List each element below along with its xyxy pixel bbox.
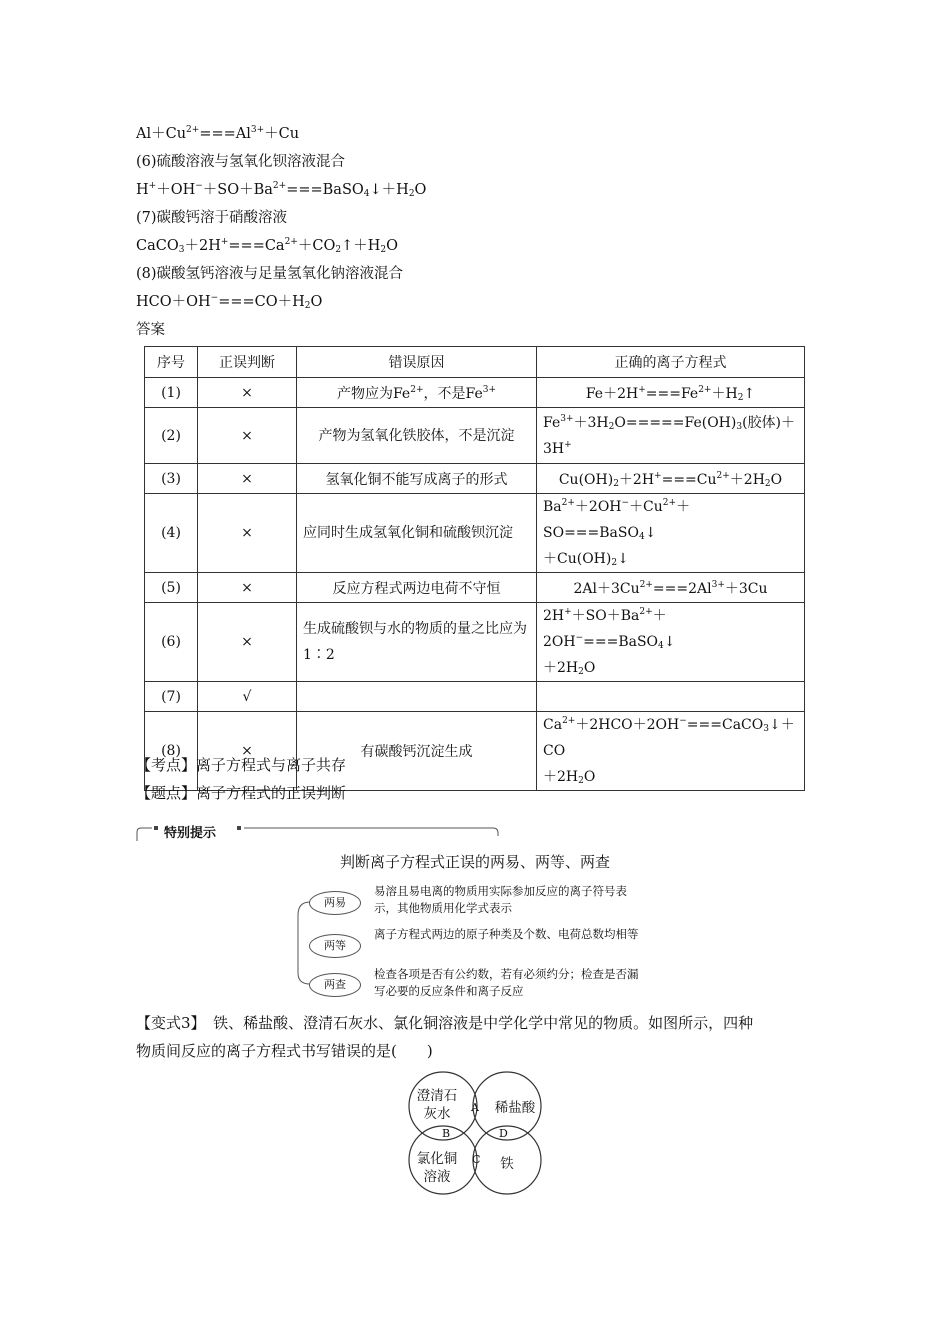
row-no: (1) [145,378,198,408]
equation-line-7: $CaCO_3+2H^+===Ca^{2+}+CO_2↑+H_2O$ [136,237,398,255]
row-equation: $Cu(OH)_2+2H^+===Cu^{2+}+2H_2O$ [537,464,805,494]
venn-mark-c: C [472,1153,481,1166]
tip-label-two-check: 两查 [309,973,361,997]
row-reason: 产物为氢氧化铁胶体，不是沉淀 [297,408,537,464]
header-equation: 正确的离子方程式 [537,347,805,378]
row-equation [537,682,805,712]
row-no: (2) [145,408,198,464]
item-7-title: (7)碳酸钙溶于硝酸溶液 [136,210,288,226]
item-6-title: (6)硫酸溶液与氢氧化钡溶液混合 [136,154,346,170]
table-row [145,573,805,603]
row-judge: × [198,464,297,494]
venn-mark-d: D [499,1127,508,1140]
row-judge: × [198,573,297,603]
table-row [145,603,805,682]
row-judge: × [198,712,297,791]
row-no: (5) [145,573,198,603]
row-equation: $Ba^{2+}+2OH^-+Cu^{2+}+SO===BaSO_4↓$ $+Cu(OH)_2↓$ [537,494,805,573]
tip-label-two-easy: 两易 [309,891,361,915]
table-row [145,494,805,573]
row-no: (3) [145,464,198,494]
tip-text-two-check: 检查各项是否有公约数，若有必须约分；检查是否漏写必要的反应条件和离子反应 [374,967,639,998]
question-text-1: 铁、稀盐酸、澄清石灰水、氯化铜溶液是中学化学中常见的物质。如图所示，四种 [213,1014,754,1032]
row-no: (8) [145,712,198,791]
row-no: (7) [145,682,198,712]
venn-mark-a: A [471,1101,479,1114]
item-8-title: (8)碳酸氢钙溶液与足量氢氧化钠溶液混合 [136,266,404,282]
table-header-row [145,347,805,378]
venn-label-iron: 铁 [500,1156,514,1172]
tidian-note: 【题点】离子方程式的正误判断 [136,784,347,802]
answer-label: 答案 [136,322,165,338]
row-judge: × [198,603,297,682]
row-equation: $Fe+2H^+===Fe^{2+}+H_2↑$ [537,378,805,408]
row-equation: $2H^++SO+Ba^{2+}+2OH^-===BaSO_4↓$ $+2H_2O$ [537,603,805,682]
question-line-2: 物质间反应的离子方程式书写错误的是( ) [136,1042,433,1060]
row-reason: 应同时生成氢氧化铜和硫酸钡沉淀 [297,494,537,573]
kaodian-note: 【考点】离子方程式与离子共存 [136,756,347,774]
tip-text-two-easy: 易溶且易电离的物质用实际参加反应的离子符号表示，其他物质用化学式表示 [374,884,627,915]
tip-subtitle: 判断离子方程式正误的两易、两等、两查 [339,853,610,871]
header-judge: 正误判断 [198,347,297,378]
row-judge: × [198,408,297,464]
table-row [145,408,805,464]
row-equation: $Ca^{2+}+2HCO+2OH^-===CaCO_3↓+CO$ $+2H_2O$ [537,712,805,791]
row-reason: 有碳酸钙沉淀生成 [297,712,537,791]
header-no: 序号 [145,347,198,378]
row-reason: 生成硫酸钡与水的物质的量之比应为1∶2 [297,603,537,682]
equation-line-5: $Al+Cu^{2+}===Al^{3+}+Cu$ [136,125,300,142]
row-judge: × [198,378,297,408]
tip-title: 特别提示 [164,826,217,841]
row-reason: 反应方程式两边电荷不守恒 [297,573,537,603]
venn-label-cucl2: 氯化铜溶液 [416,1151,458,1185]
venn-label-limewater: 澄清石灰水 [416,1088,458,1122]
row-equation: $2Al+3Cu^{2+}===2Al^{3+}+3Cu$ [537,573,805,603]
equation-line-6: $H^++OH^-+SO+Ba^{2+}===BaSO_4↓+H_2O$ [136,181,427,199]
venn-mark-b: B [442,1127,451,1140]
row-reason: 产物应为$Fe^{2+}$，不是$Fe^{3+}$ [297,378,537,408]
row-reason: 氢氧化铜不能写成离子的形式 [297,464,537,494]
row-judge: √ [198,682,297,712]
venn-label-acid: 稀盐酸 [494,1100,536,1116]
question-line-1 [136,1012,753,1033]
row-judge: × [198,494,297,573]
answer-table [144,346,805,791]
table-row [145,464,805,494]
row-equation: $Fe^{3+}+3H_2O=====Fe(OH)_3$(胶体)＋ 3H+ [537,408,805,464]
equation-line-8: $HCO+OH^-===CO+H_2O$ [136,293,323,311]
tip-text-two-equal: 离子方程式两边的原子种类及个数、电荷总数均相等 [374,927,639,941]
row-reason [297,682,537,712]
question-tag: 【变式3】 [136,1014,199,1032]
table-row [145,378,805,408]
row-no: (4) [145,494,198,573]
tip-label-two-equal: 两等 [309,934,361,958]
table-row [145,682,805,712]
table-row [145,712,805,791]
header-reason: 错误原因 [297,347,537,378]
row-no: (6) [145,603,198,682]
